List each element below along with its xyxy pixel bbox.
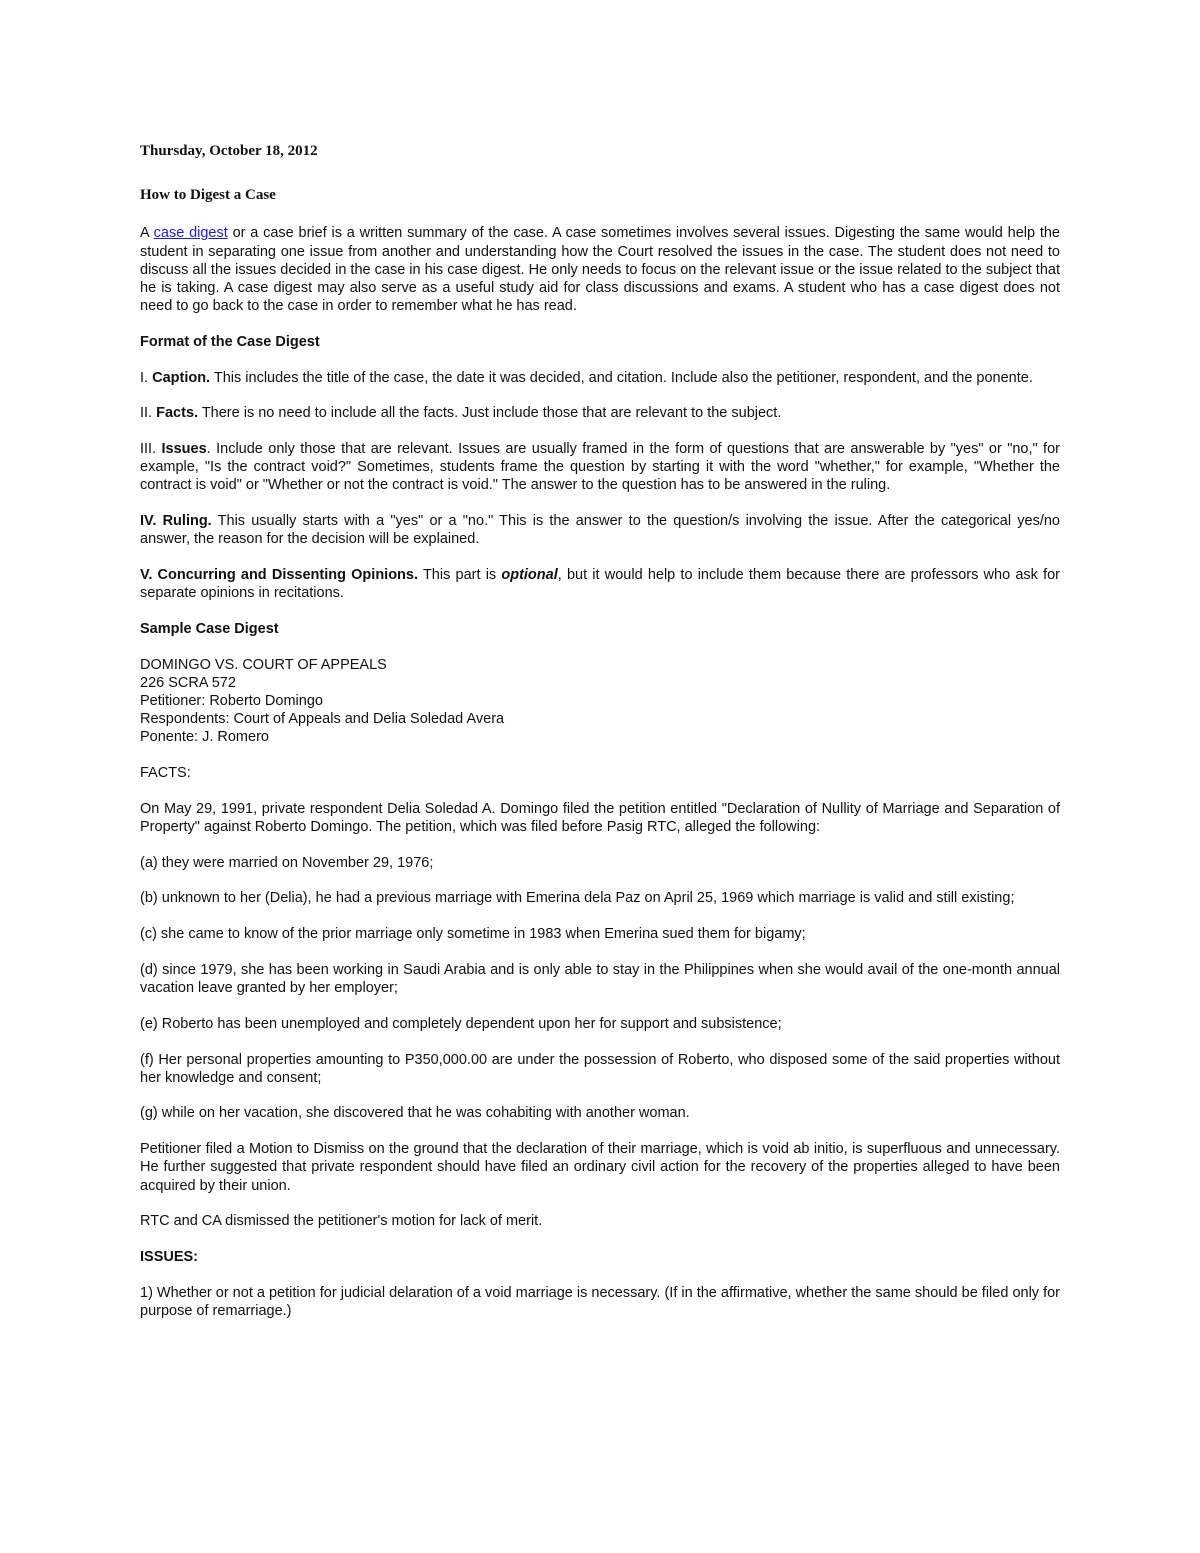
page-title: How to Digest a Case — [140, 187, 276, 204]
facts-number: II. — [140, 405, 157, 422]
caption-text: This includes the title of the case, the date it was decided, and citation. Include also the petitioner, respondent, and the ponente. — [210, 369, 1033, 386]
list-item: (e) Roberto has been unemployed and completely dependent upon her for support and subsistence; — [140, 1015, 782, 1032]
caption-paragraph — [140, 369, 1060, 387]
caption-number: I. — [140, 369, 153, 386]
caption-label: Caption. — [152, 369, 211, 386]
facts-intro: On May 29, 1991, private respondent Delia Soledad A. Domingo filed the petition entitled "Declaration of Nullity of Marriage and Separation of Property" against Roberto Domingo. The petition, which was filed before Pasig RTC, alleged the following: — [140, 800, 1060, 836]
list-item: (c) she came to know of the prior marriage only sometime in 1983 when Emerina sued them for bigamy; — [140, 926, 806, 943]
issues-format-paragraph — [140, 440, 1060, 495]
sample-heading: Sample Case Digest — [140, 620, 279, 637]
ruling-text: This usually starts with a "yes" or a "no." This is the answer to the question/s involving the issue. After the categorical yes/no answer, the reason for the decision will be explained. — [140, 513, 1060, 548]
list-item: (b) unknown to her (Delia), he had a previous marriage with Emerina dela Paz on April 25, 1969 which marriage is valid and still existing; — [140, 890, 1015, 907]
list-item: (a) they were married on November 29, 1976; — [140, 854, 434, 871]
opinions-label: V. Concurring and Dissenting Opinions. — [140, 567, 419, 584]
list-item: (f) Her personal properties amounting to P350,000.00 are under the possession of Roberto, who disposed some of the said properties without her knowledge and consent; — [140, 1051, 1060, 1086]
issues-number: III. — [140, 441, 162, 458]
list-item: (g) while on her vacation, she discovered that he was cohabiting with another woman. — [140, 1105, 690, 1122]
ruling-label: IV. Ruling. — [140, 513, 212, 530]
facts-label: Facts. — [156, 405, 199, 422]
facts-heading: FACTS: — [140, 765, 191, 782]
issues-format-text: . Include only those that are relevant. Issues are usually framed in the form of questions that are answerable by "yes" or "no," for example, "Is the contract void?" Sometimes, students frame the question by starting it with the word "whether," for example, "Whether the contract is void" or "Whether or not the contract is void." The answer to the question has to be answered in the ruling. — [140, 441, 1060, 494]
optional-emphasis: optional — [501, 567, 558, 584]
list-item: (d) since 1979, she has been working in Saudi Arabia and is only able to stay in the Philippines when she would avail of the one-month annual vacation leave granted by her employer; — [140, 961, 1060, 997]
opinions-text-b: , but it would help to include them because there are professors who ask for separate opinions in recitations. — [140, 567, 1060, 602]
case-ponente: Ponente: J. Romero — [140, 729, 269, 746]
issues-heading: ISSUES: — [140, 1248, 199, 1265]
dismissal-paragraph: RTC and CA dismissed the petitioner's motion for lack of merit. — [140, 1213, 543, 1230]
case-digest-link[interactable]: case digest — [153, 225, 228, 242]
ruling-paragraph — [140, 512, 1060, 548]
issue-item: 1) Whether or not a petition for judicial delaration of a void marriage is necessary. (If in the affirmative, whether the same should be filed only for purpose of remarriage.) — [140, 1284, 1060, 1319]
facts-format-paragraph — [140, 404, 1060, 422]
document-page — [140, 138, 1060, 1338]
case-petitioner: Petitioner: Roberto Domingo — [140, 693, 323, 710]
opinions-paragraph — [140, 566, 1060, 602]
case-caption-block — [140, 656, 1060, 747]
motion-paragraph: Petitioner filed a Motion to Dismiss on the ground that the declaration of their marriage, which is void ab initio, is superfluous and unnecessary. He further suggested that private respondent should have filed an ordinary civil action for the recovery of the properties alleged to have been acquired by their union. — [140, 1141, 1060, 1194]
intro-text: or a case brief is a written summary of the case. A case sometimes involves several issues. Digesting the same would help the student in separating one issue from another and understanding how the Court resolved the issues in the case. The student does not need to discuss all the issues decided in the case in his case digest. He only needs to focus on the relevant issue or the issue related to the subject that he is taking. A case digest may also serve as a useful study aid for class discussions and exams. A student who has a case digest does not need to go back to the case in order to remember what he has read. — [140, 225, 1060, 315]
facts-format-text: There is no need to include all the facts. Just include those that are relevant to the subject. — [198, 405, 782, 422]
opinions-text-a: This part is — [418, 567, 502, 584]
intro-paragraph — [140, 224, 1060, 315]
case-respondents: Respondents: Court of Appeals and Delia Soledad Avera — [140, 711, 505, 728]
format-heading: Format of the Case Digest — [140, 333, 320, 350]
post-date: Thursday, October 18, 2012 — [140, 143, 318, 159]
issues-label: Issues — [161, 441, 207, 458]
case-citation: 226 SCRA 572 — [140, 674, 236, 691]
case-title: DOMINGO VS. COURT OF APPEALS — [140, 656, 387, 673]
intro-prefix: A — [140, 225, 154, 242]
